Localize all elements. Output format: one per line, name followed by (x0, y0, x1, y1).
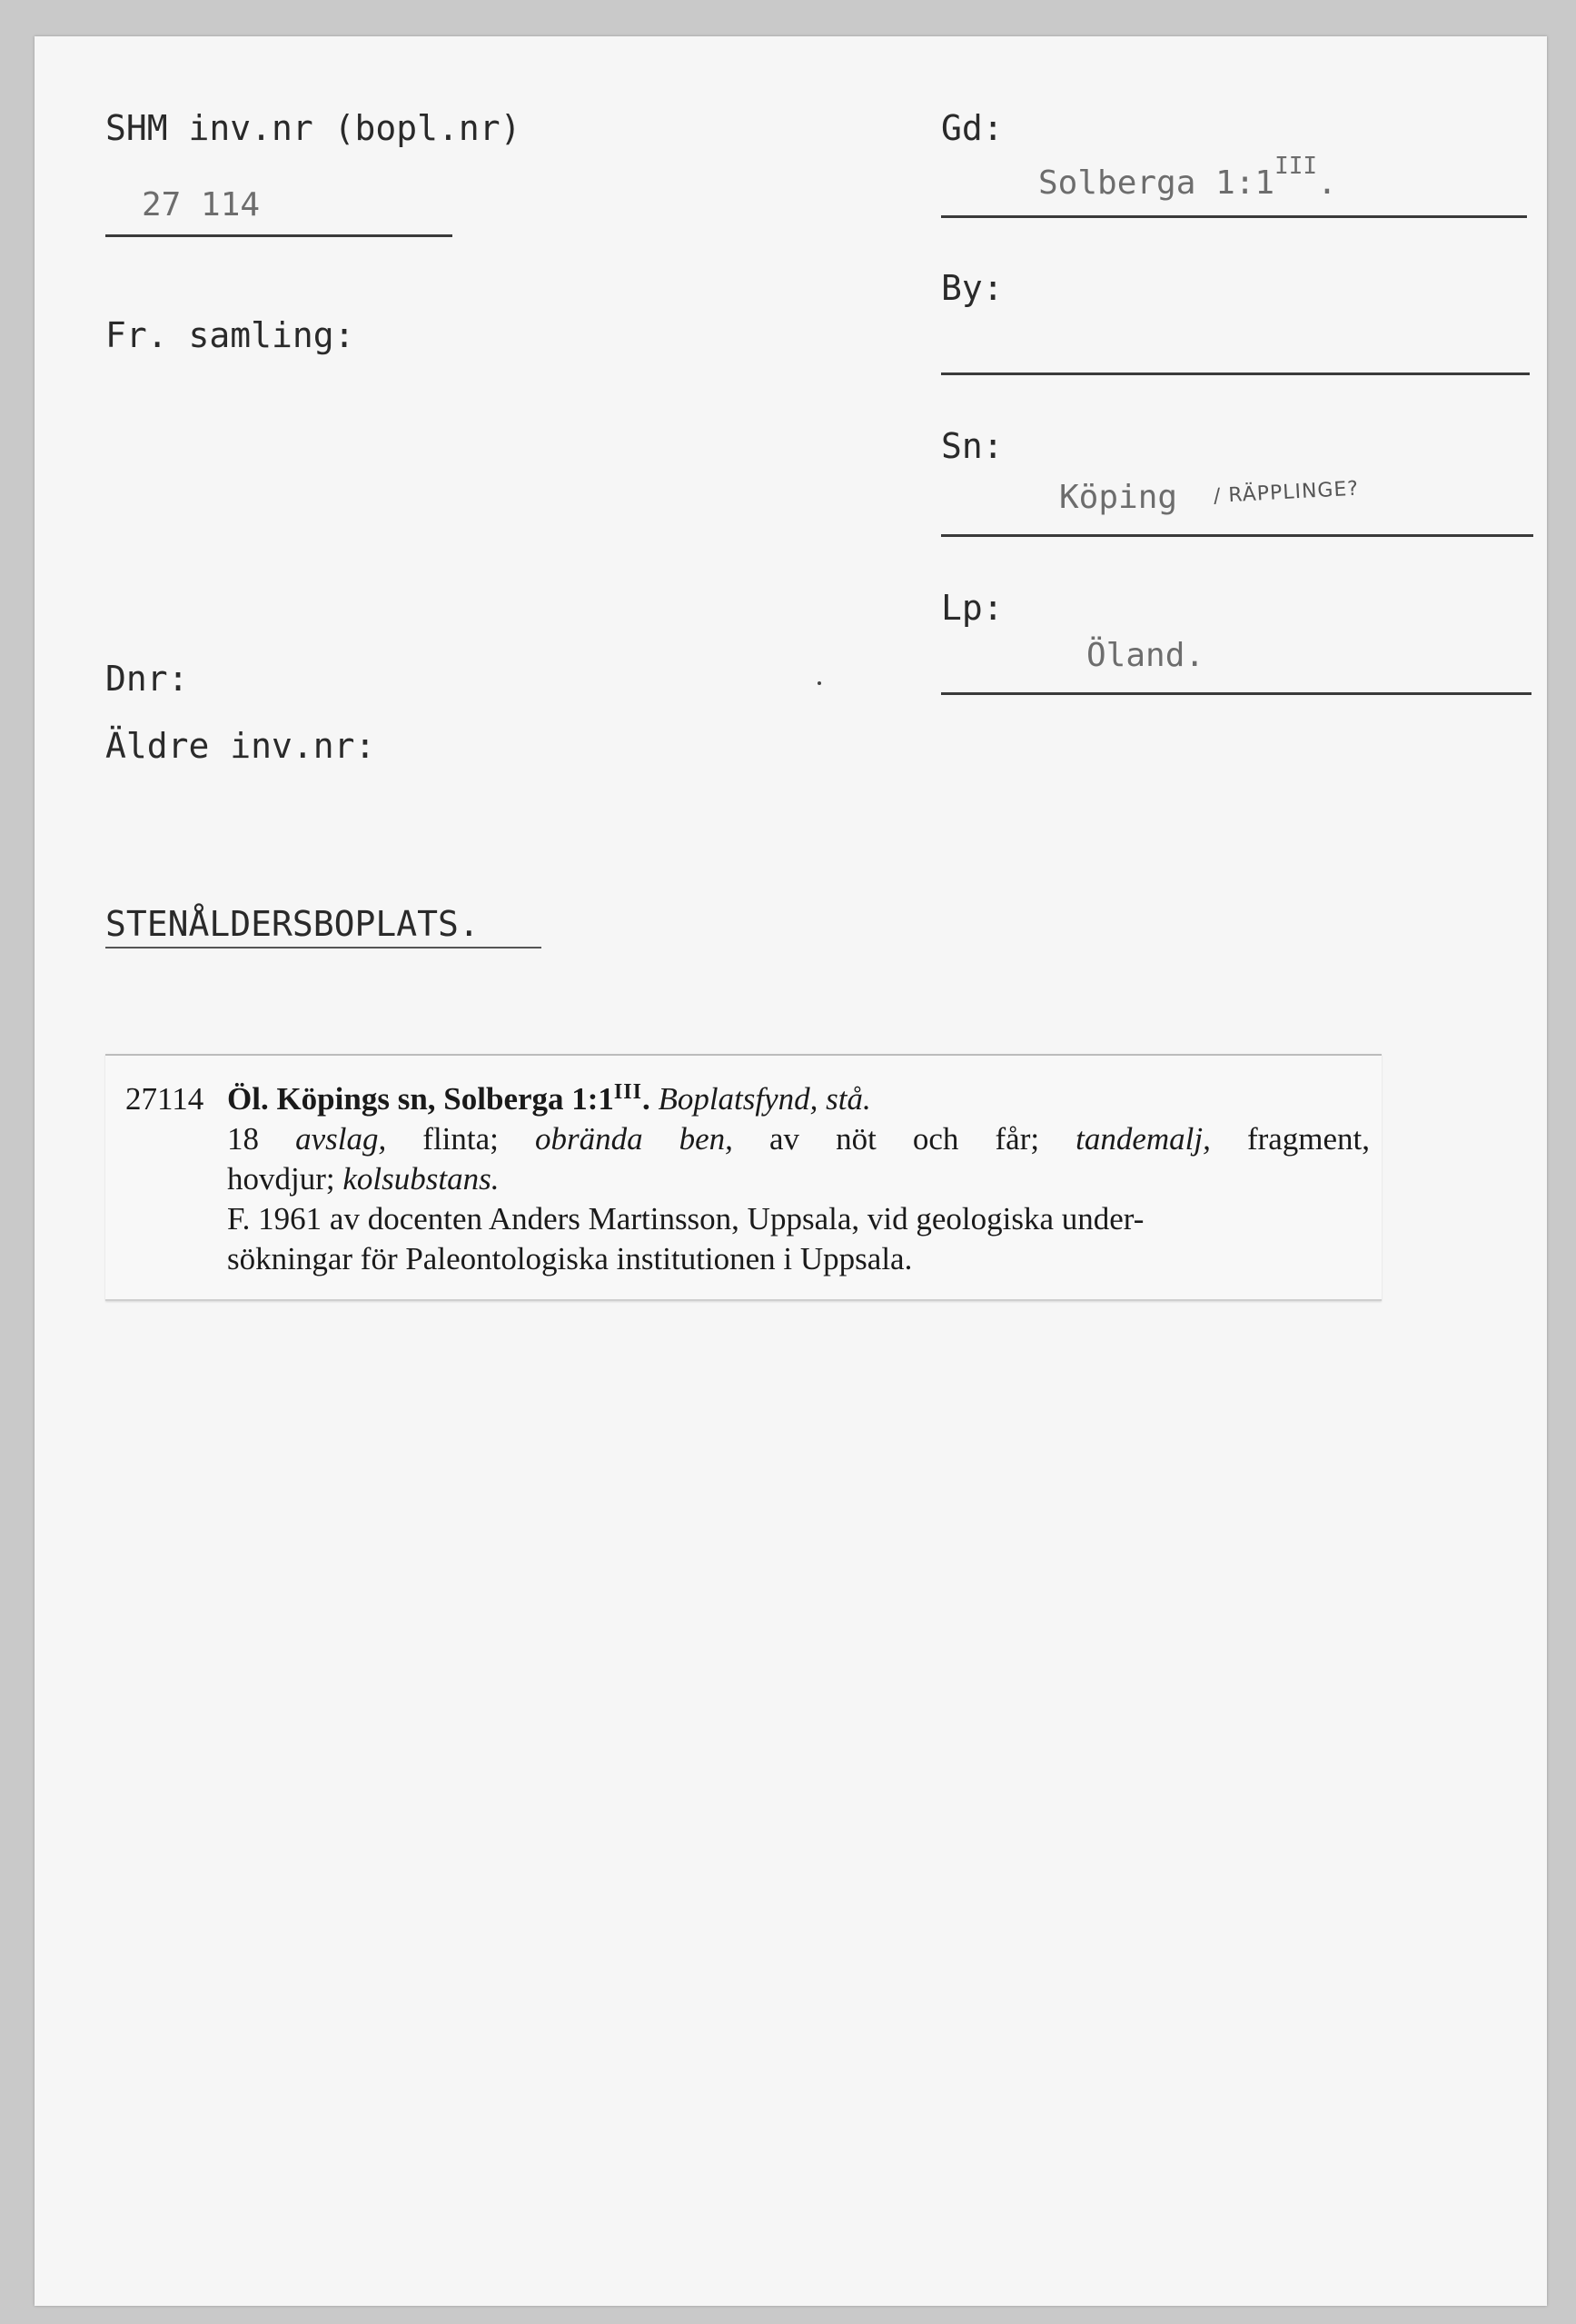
inv-nr-label: SHM inv.nr (bopl.nr) (105, 108, 521, 148)
sn-label: Sn: (941, 426, 1004, 466)
sn-value: Köping (1059, 479, 1178, 516)
lp-underline (941, 692, 1531, 695)
catalog-card (35, 36, 1547, 2306)
clipping-line-2: 18 avslag, flinta; obrända ben, av nöt och får; tandemalj, fragment, (227, 1121, 1371, 1157)
card-heading: STENÅLDERSBOPLATS. (105, 904, 480, 944)
printed-clipping (105, 1054, 1382, 1301)
clipping-line-3: hovdjur; kolsubstans. (227, 1161, 500, 1197)
stray-mark (818, 681, 821, 685)
gd-underline (941, 215, 1527, 218)
sn-underline (941, 534, 1533, 537)
heading-underline (105, 947, 541, 948)
gd-value: Solberga $1:1^{III}$. (1038, 153, 1337, 202)
dnr-label: Dnr: (105, 659, 189, 699)
by-underline (941, 372, 1530, 375)
lp-label: Lp: (941, 588, 1004, 628)
aldre-inv-nr-label: Äldre inv.nr: (105, 726, 376, 766)
gd-label: Gd: (941, 108, 1004, 148)
clipping-line-4: F. 1961 av docenten Anders Martinsson, Uppsala, vid geologiska under- (227, 1201, 1145, 1236)
handwritten-annotation: / RÄPPLINGE? (1213, 477, 1360, 508)
clipping-place: Öl. Köpings sn, Solberga 1:1 (227, 1081, 614, 1117)
clipping-site: Boplatsfynd, stå. (658, 1081, 871, 1117)
fr-samling-label: Fr. samling: (105, 315, 355, 355)
inv-nr-underline (105, 234, 452, 237)
clipping-line-5: sökningar för Paleontologiska institutionen i Uppsala. (227, 1241, 913, 1276)
inv-nr-value: 27 114 (142, 186, 261, 223)
clipping-number: 27114 (125, 1081, 204, 1117)
lp-value: Öland. (1086, 637, 1205, 674)
clipping-text (125, 1072, 1370, 1279)
by-label: By: (941, 268, 1004, 308)
clipping-line-1: 27114 Öl. Köpings sn, Solberga $1:1^{III}$. Boplatsfynd, stå. (125, 1072, 1370, 1119)
